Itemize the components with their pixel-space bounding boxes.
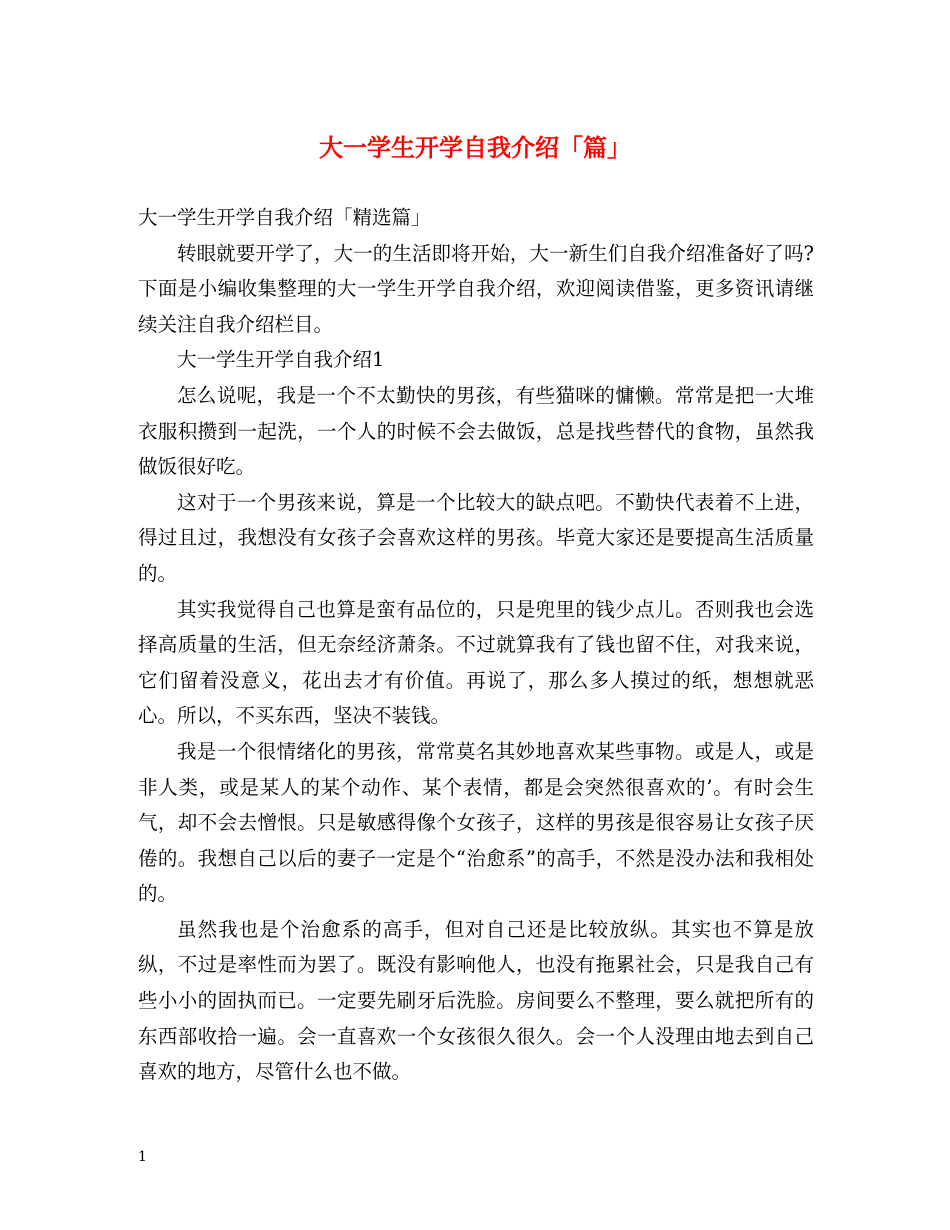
document-title: 大一学生开学自我介绍「篇」 bbox=[319, 133, 631, 162]
page-number: 1 bbox=[138, 1149, 147, 1165]
document-body bbox=[138, 200, 814, 1090]
paragraph-intro: 转眼就要开学了，大一的生活即将开始，大一新生们自我介绍准备好了吗?下面是小编收集整理的大一学生开学自我介绍，欢迎阅读借鉴，更多资讯请继续关注自我介绍栏目。 bbox=[138, 241, 814, 336]
paragraph: 其实我觉得自己也算是蛮有品位的，只是兜里的钱少点儿。否则我也会选择高质量的生活，但无奈经济萧条。不过就算我有了钱也留不住，对我来说，它们留着没意义，花出去才有价值。再说了，那么多人摸过的纸，想想就恶心。所以，不买东西，坚决不装钱。 bbox=[138, 597, 814, 728]
paragraph: 这对于一个男孩来说，算是一个比较大的缺点吧。不勤快代表着不上进，得过且过，我想没有女孩子会喜欢这样的男孩。毕竟大家还是要提高生活质量的。 bbox=[138, 490, 814, 585]
section-heading: 大一学生开学自我介绍1 bbox=[177, 348, 385, 372]
paragraph: 怎么说呢，我是一个不太勤快的男孩，有些猫咪的慵懒。常常是把一大堆衣服积攒到一起洗，一个人的时候不会去做饭，总是找些替代的食物，虽然我做饭很好吃。 bbox=[138, 383, 814, 479]
document-subtitle: 大一学生开学自我介绍「精选篇」 bbox=[138, 206, 431, 229]
paragraph: 我是一个很情绪化的男孩，常常莫名其妙地喜欢某些事物。或是人，或是非人类，或是某人的某个动作、某个表情，都是会突然很喜欢的’。有时会生气，却不会去憎恨。只是敏感得像个女孩子，这样的男孩是很容易让女孩子厌倦的。我想自己以后的妻子一定是个“治愈系”的高手，不然是没办法和我相处的。 bbox=[138, 739, 814, 906]
paragraph: 虽然我也是个治愈系的高手，但对自己还是比较放纵。其实也不算是放纵，不过是率性而为罢了。既没有影响他人，也没有拖累社会，只是我自己有些小小的固执而已。一定要先刷牙后洗脸。房间要么不整理，要么就把所有的东西部收拾一遍。会一直喜欢一个女孩很久很久。会一个人没理由地去到自己喜欢的地方，尽管什么也不做。 bbox=[138, 917, 814, 1084]
